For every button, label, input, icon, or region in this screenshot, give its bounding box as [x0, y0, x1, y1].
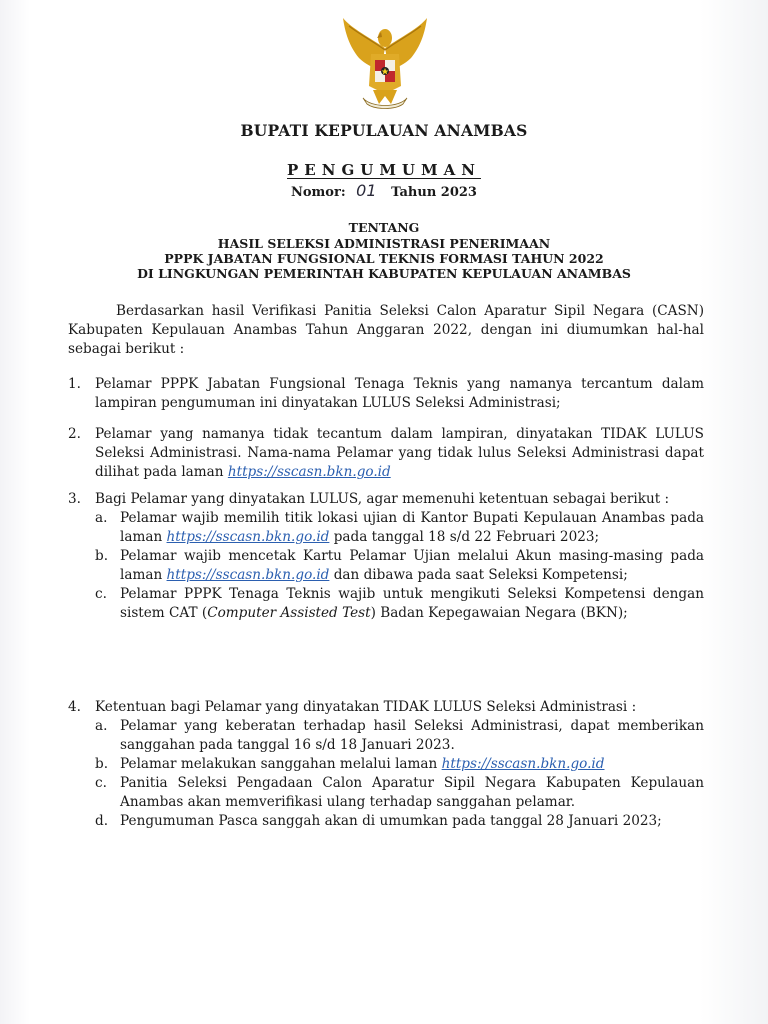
list-item	[68, 425, 704, 482]
sub-text-after: pada tanggal 18 s/d 22 Februari 2023;	[333, 529, 600, 545]
sub-item-letter: a.	[95, 718, 108, 734]
sub-item	[95, 509, 704, 547]
sub-text-before: Pelamar PPPK Tenaga Teknis wajib untuk mengikuti Seleksi Kompetensi dengan sistem CAT (	[120, 586, 704, 621]
sub-item-letter: b.	[95, 756, 109, 772]
sub-item-text	[120, 585, 704, 623]
item-number: 1.	[68, 376, 81, 392]
intro-paragraph: Berdasarkan hasil Verifikasi Panitia Seleksi Calon Aparatur Sipil Negara (CASN) Kabupaten Kepulauan Anambas Tahun Anggaran 2022, dengan ini diumumkan hal-hal sebagai berikut :	[68, 303, 704, 357]
sub-item-text: Pengumuman Pasca sanggah akan di umumkan pada tanggal 28 Januari 2023;	[120, 813, 662, 829]
sub-item	[95, 585, 704, 623]
item-text: Pelamar PPPK Jabatan Fungsional Tenaga Teknis yang namanya tercantum dalam lampiran pengumuman ini dinyatakan LULUS Seleksi Administrasi;	[95, 376, 704, 411]
issuer-title: BUPATI KEPULAUAN ANAMBAS	[240, 121, 528, 140]
sub-item-text	[120, 509, 704, 547]
sscasn-link[interactable]: https://sscasn.bkn.go.id	[166, 529, 330, 545]
sub-item-letter: b.	[95, 548, 109, 564]
item-number: 3.	[68, 491, 81, 507]
sscasn-link[interactable]: https://sscasn.bkn.go.id	[227, 464, 391, 480]
list-item	[68, 490, 704, 623]
nomor-label: Nomor:	[291, 185, 346, 200]
sub-item-letter: a.	[95, 510, 108, 526]
sub-item-text: Pelamar yang keberatan terhadap hasil Seleksi Administrasi, dapat memberikan sanggahan pada tanggal 16 s/d 18 Januari 2023.	[120, 718, 704, 753]
tahun-label: Tahun 2023	[391, 185, 477, 200]
subject-line-1: HASIL SELEKSI ADMINISTRASI PENERIMAAN	[217, 236, 551, 251]
item-text-before: Pelamar yang namanya tidak tecantum dalam lampiran, dinyatakan TIDAK LULUS Seleksi Administrasi. Nama-nama Pelamar yang tidak lulus Seleksi Administrasi dapat dilihat pada laman	[95, 426, 704, 480]
sub-item-letter: c.	[95, 586, 107, 602]
sub-item-letter: c.	[95, 775, 107, 791]
document-type: PENGUMUMAN	[287, 161, 481, 179]
subject-line-2: PPPK JABATAN FUNGSIONAL TEKNIS FORMASI TAHUN 2022	[164, 251, 604, 266]
cat-term: Computer Assisted Test	[207, 605, 371, 621]
list-item	[68, 375, 704, 413]
sub-item	[95, 547, 704, 585]
sub-item	[95, 717, 704, 755]
garuda-emblem	[337, 18, 433, 110]
document-number	[0, 181, 768, 200]
item-number: 4.	[68, 699, 81, 715]
sub-item-text	[120, 547, 704, 585]
tentang-label: TENTANG	[348, 220, 420, 235]
sscasn-link[interactable]: https://sscasn.bkn.go.id	[166, 567, 330, 583]
sub-text-before: Pelamar wajib memilih titik lokasi ujian di Kantor Bupati Kepulauan Anambas pada laman	[120, 510, 704, 545]
subject-line-3: DI LINGKUNGAN PEMERINTAH KABUPATEN KEPULAUAN ANAMBAS	[137, 266, 631, 281]
nomor-value: 01	[356, 181, 377, 200]
sub-item-letter: d.	[95, 813, 109, 829]
sscasn-link[interactable]: https://sscasn.bkn.go.id	[441, 756, 605, 772]
item-text: Ketentuan bagi Pelamar yang dinyatakan TIDAK LULUS Seleksi Administrasi :	[95, 699, 637, 715]
item-number: 2.	[68, 426, 81, 442]
item-text: Bagi Pelamar yang dinyatakan LULUS, agar memenuhi ketentuan sebagai berikut :	[95, 491, 670, 507]
item-text	[95, 425, 704, 482]
sub-item	[95, 774, 704, 812]
sub-text-after: dan dibawa pada saat Seleksi Kompetensi;	[333, 567, 628, 583]
sub-text-before: Pelamar wajib mencetak Kartu Pelamar Ujian melalui Akun masing-masing pada laman	[120, 548, 704, 583]
sub-text-before: Pelamar melakukan sanggahan melalui laman	[120, 756, 438, 772]
sub-item	[95, 755, 704, 774]
sub-item	[95, 812, 704, 831]
sub-item-text: Panitia Seleksi Pengadaan Calon Aparatur Sipil Negara Kabupaten Kepulauan Anambas akan memverifikasi ulang terhadap sanggahan pelamar.	[120, 775, 704, 810]
list-item	[68, 698, 704, 831]
sub-item-text	[120, 755, 704, 774]
sub-text-after: ) Badan Kepegawaian Negara (BKN);	[370, 605, 628, 621]
